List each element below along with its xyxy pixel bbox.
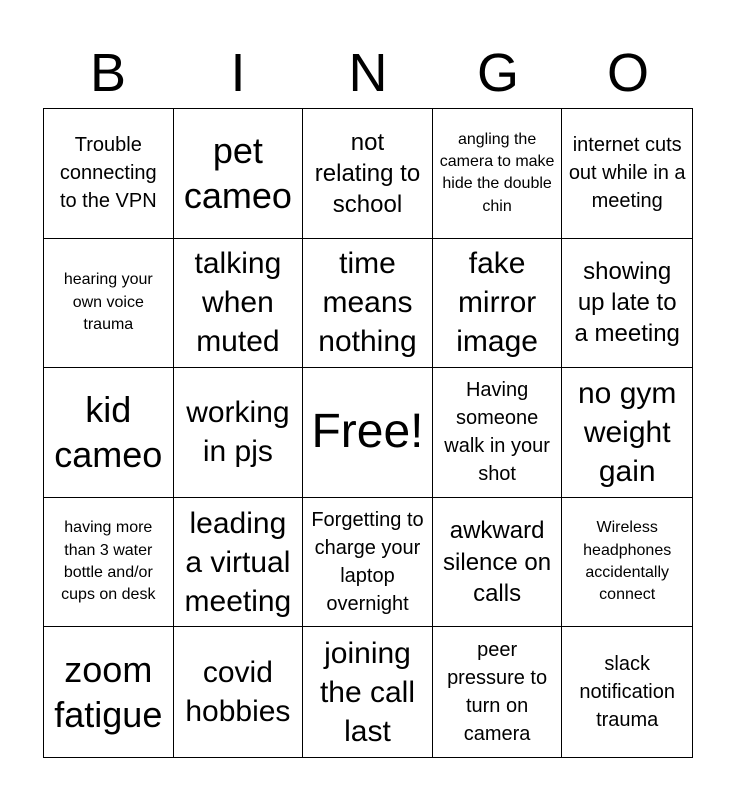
bingo-cell-text: internet cuts out while in a meeting (568, 134, 686, 213)
bingo-cell-text: not relating to school (314, 128, 421, 218)
bingo-cell-text: hearing your own voice trauma (63, 271, 153, 334)
bingo-cell[interactable] (562, 498, 692, 628)
bingo-cell-text: Wireless headphones accidentally connect (583, 519, 672, 604)
bingo-cell-text: slack notification trauma (579, 653, 675, 732)
free-space[interactable] (303, 368, 433, 498)
header-letter-b: B (89, 43, 127, 103)
bingo-cell-text: leading a virtual meeting (184, 506, 292, 618)
bingo-cell[interactable] (174, 239, 304, 369)
bingo-cell-text: covid hobbies (185, 656, 291, 729)
bingo-cell[interactable] (44, 239, 174, 369)
bingo-cell[interactable] (174, 627, 304, 757)
header-letter-o: O (606, 43, 649, 103)
bingo-cell-text: peer pressure to turn on camera (447, 639, 548, 746)
bingo-cell[interactable] (433, 109, 563, 239)
bingo-cell-text: angling the camera to make hide the double chin (439, 130, 555, 215)
bingo-cell[interactable] (174, 109, 304, 239)
bingo-cell[interactable] (433, 239, 563, 369)
bingo-cell[interactable] (562, 239, 692, 369)
header-letter-g: G (476, 43, 519, 103)
header-letter-i: I (230, 43, 246, 103)
bingo-cell-text: Having someone walk in your shot (444, 379, 550, 486)
bingo-header (43, 38, 693, 108)
bingo-cell-text: talking when muted (194, 247, 282, 359)
bingo-cell[interactable] (303, 109, 433, 239)
bingo-cell[interactable] (44, 368, 174, 498)
bingo-cell-text: Forgetting to charge your laptop overnight (311, 509, 424, 616)
bingo-cell-text: fake mirror image (456, 247, 538, 359)
bingo-cell[interactable] (562, 368, 692, 498)
bingo-cell-text: working in pjs (186, 396, 290, 469)
bingo-cell[interactable] (44, 109, 174, 239)
bingo-cell-text: no gym weight gain (578, 376, 677, 488)
bingo-cell[interactable] (174, 368, 304, 498)
bingo-cell[interactable] (44, 627, 174, 757)
bingo-cell-text: showing up late to a meeting (574, 258, 680, 348)
bingo-cell-text: having more than 3 water bottle and/or cups on desk (61, 519, 156, 604)
bingo-cell-text: pet cameo (183, 130, 292, 217)
bingo-cell-text: time means nothing (318, 247, 417, 359)
bingo-cell-text: kid cameo (54, 389, 163, 476)
bingo-cell[interactable] (433, 627, 563, 757)
bingo-board (43, 108, 693, 758)
bingo-cell[interactable] (303, 239, 433, 369)
bingo-cell[interactable] (562, 627, 692, 757)
bingo-cell-text: zoom fatigue (54, 649, 163, 736)
bingo-cell-text: joining the call last (319, 636, 416, 748)
bingo-cell-text: Trouble connecting to the VPN (59, 134, 157, 213)
bingo-cell[interactable] (562, 109, 692, 239)
free-space-text: Free! (311, 405, 424, 459)
bingo-cell[interactable] (433, 498, 563, 628)
bingo-cell[interactable] (44, 498, 174, 628)
header-letter-n: N (348, 43, 388, 103)
bingo-cell[interactable] (303, 627, 433, 757)
bingo-cell[interactable] (303, 498, 433, 628)
bingo-cell[interactable] (174, 498, 304, 628)
bingo-cell-text: awkward silence on calls (443, 517, 552, 607)
bingo-cell[interactable] (433, 368, 563, 498)
